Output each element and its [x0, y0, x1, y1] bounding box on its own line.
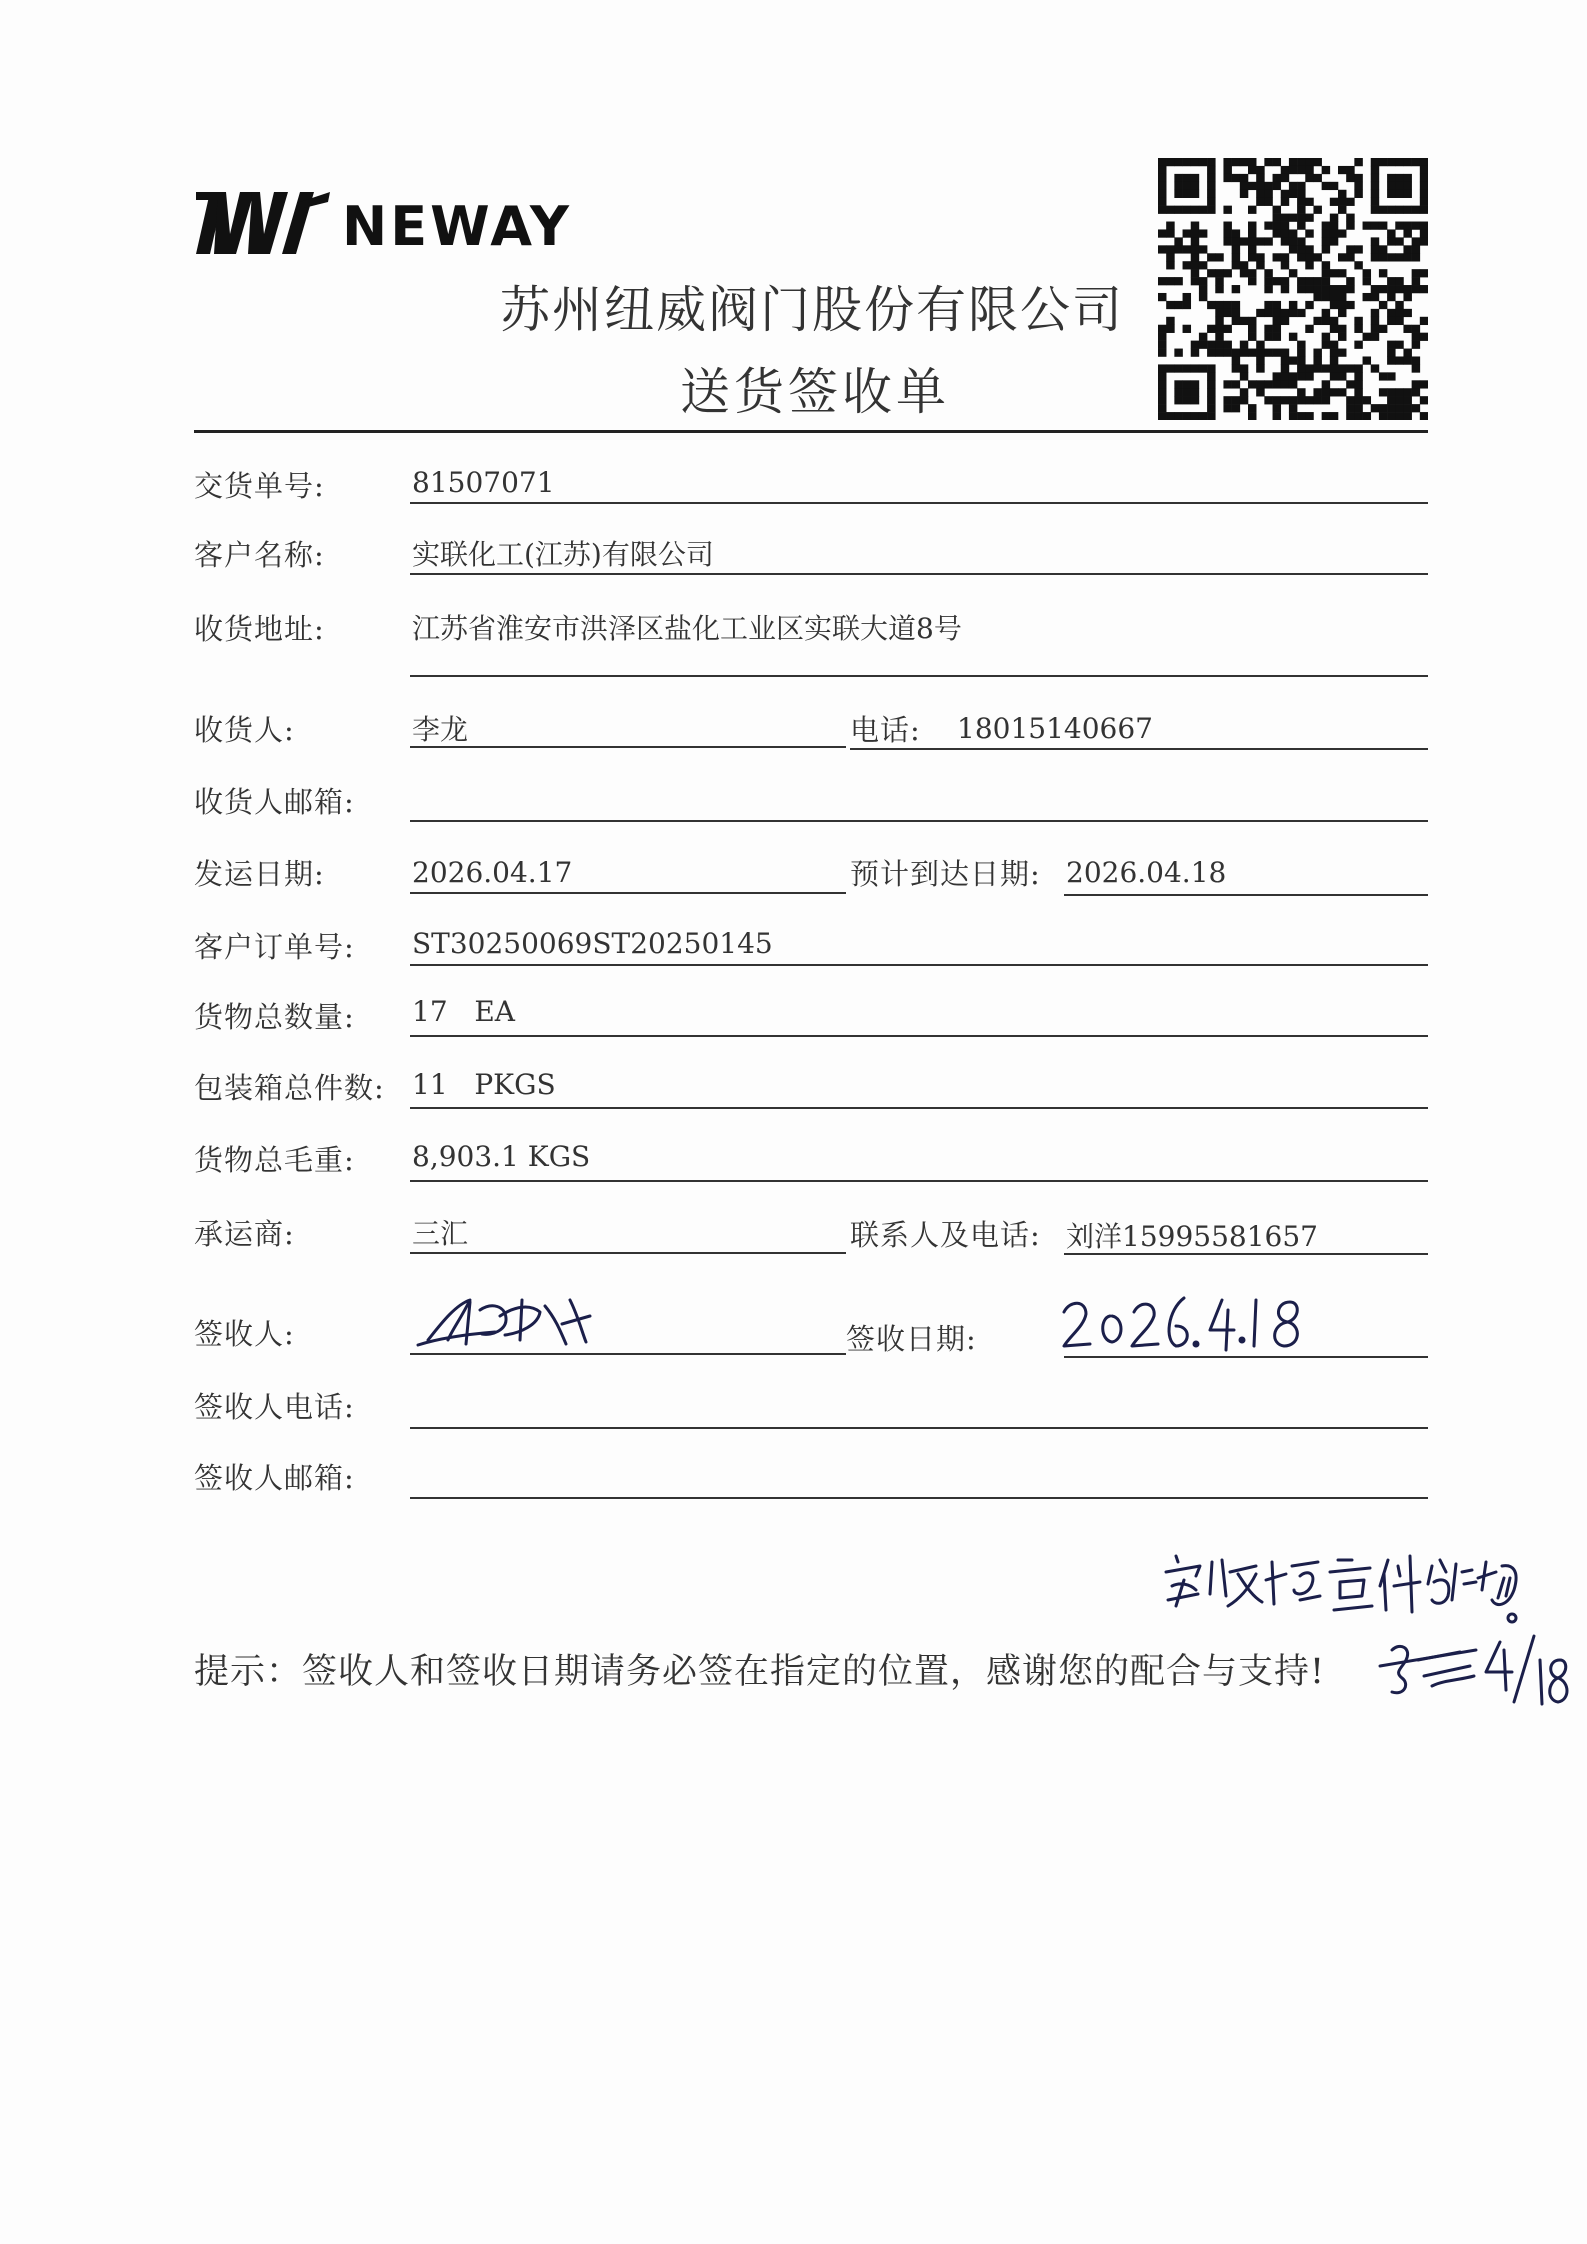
customer-name-label: 客户名称: [194, 538, 325, 572]
total-qty-value: 17 EA [412, 995, 515, 1028]
logo-text: NEWAY [342, 195, 572, 258]
phone-label: 电话: [850, 713, 921, 747]
document-title: 送货签收单 [680, 363, 950, 421]
handwritten-note [1166, 1556, 1516, 1622]
customer-name-value: 实联化工(江苏)有限公司 [412, 538, 714, 571]
phone-value: 18015140667 [957, 712, 1153, 745]
address-value: 江苏省淮安市洪泽区盐化工业区实联大道8号 [412, 612, 962, 645]
receiver-label: 收货人: [194, 713, 295, 747]
delivery-no-value: 81507071 [412, 466, 555, 499]
company-name: 苏州纽威阀门股份有限公司 [500, 281, 1124, 339]
total-qty-label: 货物总数量: [194, 1000, 355, 1034]
total-packages-value: 11 PKGS [412, 1068, 556, 1101]
receiver-email-label: 收货人邮箱: [194, 785, 355, 819]
ship-date-value: 2026.04.17 [412, 856, 573, 889]
customer-po-label: 客户订单号: [194, 930, 355, 964]
carrier-label: 承运商: [194, 1217, 295, 1251]
ship-date-label: 发运日期: [194, 857, 325, 891]
signer-email-label: 签收人邮箱: [194, 1461, 355, 1495]
handwritten-note-date [1380, 1636, 1567, 1704]
signer-label: 签收人: [194, 1317, 295, 1351]
signer-phone-label: 签收人电话: [194, 1390, 355, 1424]
delivery-no-label: 交货单号: [194, 469, 325, 503]
gross-weight-label: 货物总毛重: [194, 1143, 355, 1177]
receiver-value: 李龙 [412, 713, 469, 746]
footer-hint: 提示：签收人和签收日期请务必签在指定的位置，感谢您的配合与支持! [194, 1652, 1326, 1692]
gross-weight-value: 8,903.1 KGS [412, 1140, 591, 1173]
eta-date-label: 预计到达日期: [850, 857, 1041, 891]
contact-value: 刘洋15995581657 [1066, 1220, 1318, 1253]
address-label: 收货地址: [194, 612, 325, 646]
signer-signature [418, 1300, 590, 1345]
customer-po-value: ST30250069ST20250145 [412, 927, 773, 960]
carrier-value: 三汇 [412, 1217, 469, 1250]
eta-date-value: 2026.04.18 [1066, 856, 1227, 889]
contact-label: 联系人及电话: [850, 1218, 1041, 1252]
sign-date-handwritten [1064, 1298, 1297, 1350]
total-packages-label: 包装箱总件数: [194, 1071, 385, 1105]
sign-date-label: 签收日期: [846, 1322, 977, 1356]
